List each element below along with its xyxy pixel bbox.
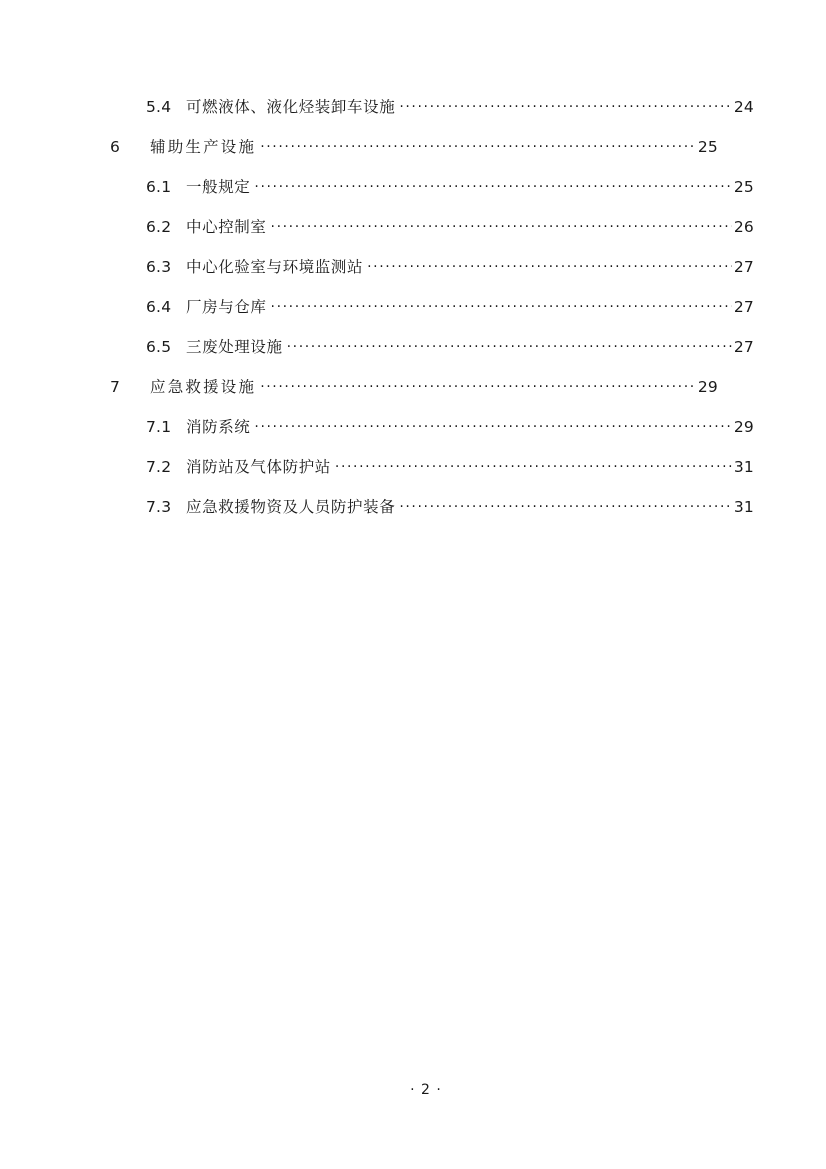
toc-entry-title: 中心控制室 [186, 217, 267, 236]
toc-entry-number: 7 [110, 377, 121, 396]
toc-entry-title: 辅助生产设施 [150, 137, 257, 156]
toc-leader-dots [254, 416, 731, 432]
toc-entry[interactable] [104, 176, 754, 195]
toc-entry-title: 厂房与仓库 [186, 297, 267, 316]
toc-entry-number: 6.4 [146, 297, 172, 316]
toc-entry[interactable] [104, 296, 754, 315]
toc-entry-title: 三废处理设施 [186, 337, 283, 356]
toc-entry-number: 6.1 [146, 177, 172, 196]
toc-entry[interactable] [104, 136, 718, 155]
toc-entry[interactable] [104, 216, 754, 235]
toc-leader-dots [335, 456, 732, 472]
toc-entry-number: 5.4 [146, 97, 172, 116]
toc-entry-page-number: 27 [733, 337, 754, 356]
toc-leader-dots [287, 336, 732, 352]
toc-leader-dots [260, 376, 696, 392]
toc-leader-dots [399, 496, 732, 512]
toc-entry-page-number: 26 [733, 217, 754, 236]
toc-entry-page-number: 25 [733, 177, 754, 196]
toc-entry-number: 6.5 [146, 337, 172, 356]
toc-entry-number: 7.1 [146, 417, 172, 436]
toc-entry-page-number: 24 [733, 97, 754, 116]
page-number-footer: · 2 · [410, 1082, 442, 1098]
toc-entry-title: 消防系统 [186, 417, 251, 436]
toc-entry-number: 6 [110, 137, 121, 156]
toc-entry-title: 可燃液体、液化烃装卸车设施 [186, 97, 396, 116]
toc-entry-page-number: 27 [733, 257, 754, 276]
toc-leader-dots [260, 136, 696, 152]
toc-entry-number: 6.2 [146, 217, 172, 236]
toc-entry[interactable] [104, 96, 754, 115]
toc-entry[interactable] [104, 376, 718, 395]
toc-entry-page-number: 31 [733, 457, 754, 476]
toc-entry-page-number: 31 [733, 497, 754, 516]
toc-entry[interactable] [104, 456, 754, 475]
toc-entry-number: 7.3 [146, 497, 172, 516]
toc-entry[interactable] [104, 256, 754, 275]
toc-entry-title: 一般规定 [186, 177, 251, 196]
toc-entry-number: 6.3 [146, 257, 172, 276]
toc-leader-dots [254, 176, 731, 192]
toc-entry-title: 中心化验室与环境监测站 [186, 257, 364, 276]
toc-entry[interactable] [104, 416, 754, 435]
table-of-contents [104, 96, 754, 516]
toc-entry-title: 应急救援物资及人员防护装备 [186, 497, 396, 516]
toc-entry-page-number: 29 [697, 377, 718, 396]
toc-entry-number: 7.2 [146, 457, 172, 476]
toc-leader-dots [367, 256, 732, 272]
toc-leader-dots [271, 296, 732, 312]
toc-entry-title: 应急救援设施 [150, 377, 257, 396]
toc-entry-page-number: 29 [733, 417, 754, 436]
toc-entry[interactable] [104, 336, 754, 355]
toc-leader-dots [271, 216, 732, 232]
toc-entry-title: 消防站及气体防护站 [186, 457, 331, 476]
toc-entry[interactable] [104, 496, 754, 515]
toc-leader-dots [399, 96, 732, 112]
toc-entry-page-number: 25 [697, 137, 718, 156]
toc-entry-page-number: 27 [733, 297, 754, 316]
